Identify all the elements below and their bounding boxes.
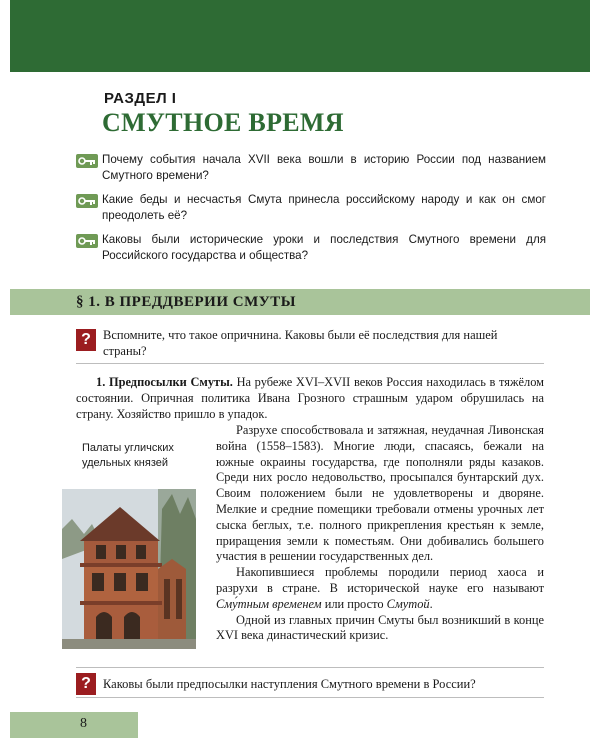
key-icon [76,194,98,208]
key-question-text: Какие беды и несчастья Смута принесла российскому народу и как он смог преодолеть её? [102,193,546,222]
top-header-band [10,0,590,72]
key-question-text: Каковы были исторические уроки и последствия Смутного времени для Российского государства и общества? [102,233,546,262]
question-mark-icon: ? [76,329,96,351]
main-text-column [216,423,544,644]
divider [76,697,544,698]
key-questions-list [76,152,546,272]
section-title: СМУТНОЕ ВРЕМЯ [102,108,344,137]
body-paragraph-3: Одной из главных причин Смуты был возникший в конце XVI века династический кризис. [216,612,544,643]
term-smutnoe-vremya: Сму́тным временем [216,596,322,611]
question-mark-icon: ? [76,673,96,695]
section-label: РАЗДЕЛ I [104,90,177,107]
divider [76,667,544,668]
intro-paragraph [76,375,544,422]
body-paragraph-2: Накопившиеся проблемы породили период хаоса и разрухи в стране. В исторической науке его называют Сму́тным временем или просто Смутой. [216,565,544,611]
key-icon [76,234,98,248]
review-question: Вспомните, что такое опричнина. Каковы были её последствия для нашей страны? [103,328,498,358]
divider [76,363,544,364]
subsection-heading: 1. Предпосылки Смуты. [96,375,233,389]
intro-text: На рубеже XVI–XVII веков Россия находилась в тяжёлом состоянии. Опричная политика Ивана Грозного страшным ударом обрушилась на страну. Хозяйство пришло в упадок. [76,375,544,421]
page-number-band [10,712,138,738]
page-number: 8 [80,716,87,731]
key-question [76,192,546,224]
key-icon [76,154,98,168]
end-question: Каковы были предпосылки наступления Смутного времени в России? [103,677,476,691]
key-question [76,232,546,264]
body-paragraph-1: Разруxе способствовала и затяжная, неудачная Ливонская война (1558–1583). Многие люди, спасаясь, бежали на южные окраины государства, где пополняли ряды казаков. Среди них росло недовольство, просыпался бунтарский дух. Своим положением были не удовлетворены и дворяне. Мелкие и средние помещики требовали отмены урочных лет сыска беглых, т.е. полного прикрепления крестьян к земле, приращения земли к поместьям. Они добивались большего участия в решении государственных дел. [216,423,544,564]
key-question [76,152,546,184]
paragraph-title: § 1. В ПРЕДДВЕРИИ СМУТЫ [76,294,296,310]
term-smuta: Смутой [386,596,430,611]
figure-caption: Палаты угличских удельных князей [82,442,174,469]
palace-photo [62,489,196,649]
key-question-text: Почему события начала XVII века вошли в историю России под названием Смутного времени? [102,153,546,182]
